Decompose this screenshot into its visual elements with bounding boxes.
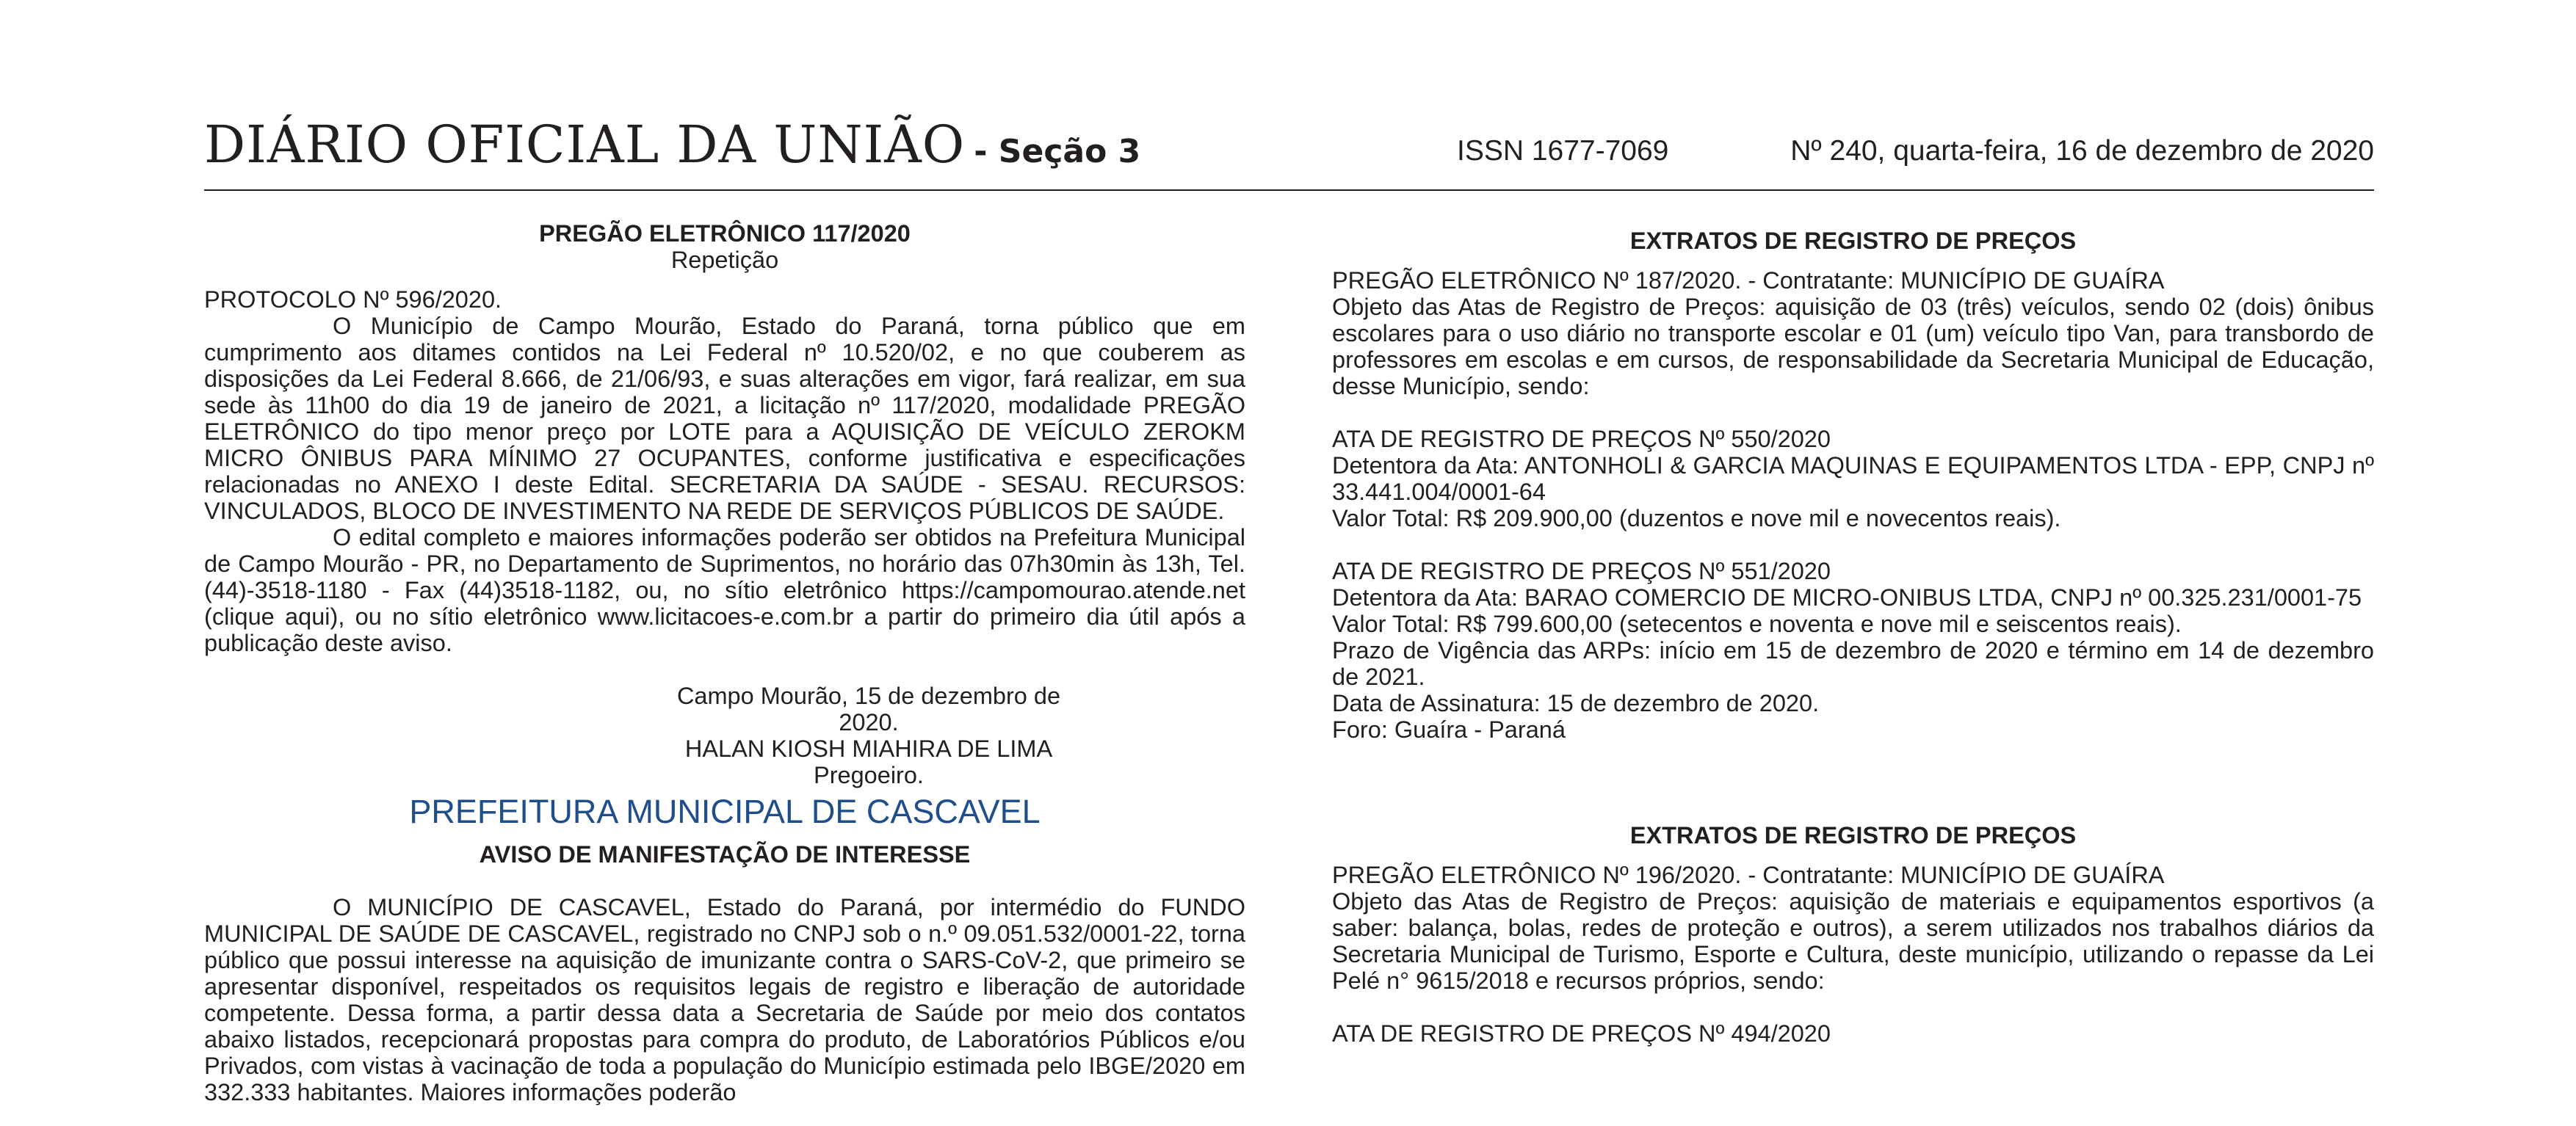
signature-place-date: Campo Mourão, 15 de dezembro de 2020. <box>676 683 1061 735</box>
data-assinatura: Data de Assinatura: 15 de dezembro de 2020. <box>1332 690 1820 716</box>
pregao-paragraph-2: O edital completo e maiores informações poderão ser obtidos na Prefeitura Municipal de Campo Mourão - PR, no Departamento de Suprimentos, no horário das 07h30min às 13h, Tel. (44)-3518-1180 - Fax (44)3518-1182, ou, no sítio eletrônico https://campomourao.atende.net (clique aqui), ou no sítio eletrônico www.licitacoes-e.com.br a partir do primeiro dia útil após a publicação deste aviso. <box>204 524 1245 656</box>
ata-550-title: ATA DE REGISTRO DE PREÇOS Nº 550/2020 <box>1332 426 1831 452</box>
prefeitura-heading: PREFEITURA MUNICIPAL DE CASCAVEL <box>409 793 1041 830</box>
ata-551-title: ATA DE REGISTRO DE PREÇOS Nº 551/2020 <box>1332 558 1831 584</box>
edition-info: Nº 240, quarta-feira, 16 de dezembro de 2020 <box>1790 135 2374 167</box>
extrato-title-2: EXTRATOS DE REGISTRO DE PREÇOS <box>1629 822 2077 849</box>
ata-494-title: ATA DE REGISTRO DE PREÇOS Nº 494/2020 <box>1332 1020 1831 1047</box>
issn: ISSN 1677-7069 <box>1457 135 1669 167</box>
foro: Foro: Guaíra - Paraná <box>1332 716 1566 743</box>
publication-section: - Seção 3 <box>974 133 1141 170</box>
extrato-title-1: EXTRATOS DE REGISTRO DE PREÇOS <box>1629 228 2077 254</box>
ata-550-detentora: Detentora da Ata: ANTONHOLI & GARCIA MAQUINAS E EQUIPAMENTOS LTDA - EPP, CNPJ nº 33.441.004/0001-64 <box>1332 452 2374 505</box>
ata-551-detentora: Detentora da Ata: BARAO COMERCIO DE MICRO-ONIBUS LTDA, CNPJ nº 00.325.231/0001-75 <box>1332 584 2362 611</box>
signature-role: Pregoeiro. <box>814 762 924 788</box>
pregao-paragraph-1: O Município de Campo Mourão, Estado do Paraná, torna público que em cumprimento aos ditames contidos na Lei Federal nº 10.520/02, e no que couberem as disposições da Lei Federal 8.666, de 21/06/93, e suas alterações em vigor, fará realizar, em sua sede às 11h00 do dia 19 de janeiro de 2021, a licitação nº 117/2020, modalidade PREGÃO ELETRÔNICO do tipo menor preço por LOTE para a AQUISIÇÃO DE VEÍCULO ZEROKM MICRO ÔNIBUS PARA MÍNIMO 27 OCUPANTES, conforme justificativa e especificações relacionadas no ANEXO I deste Edital. SECRETARIA DA SAÚDE - SESAU. RECURSOS: VINCULADOS, BLOCO DE INVESTIMENTO NA REDE DE SERVIÇOS PÚBLICOS DE SAÚDE. <box>204 313 1245 524</box>
page-header <box>204 110 2374 191</box>
aviso-title: AVISO DE MANIFESTAÇÃO DE INTERESSE <box>479 841 971 868</box>
signature-name: HALAN KIOSH MIAHIRA DE LIMA <box>684 735 1053 762</box>
masthead <box>204 115 1140 175</box>
protocolo: PROTOCOLO Nº 596/2020. <box>204 286 502 313</box>
pregao-subtitle: Repetição <box>670 247 779 273</box>
right-column <box>1332 228 2374 1047</box>
extrato-objeto-2: Objeto das Atas de Registro de Preços: aquisição de materiais e equipamentos esportivos (a saber: balança, bolas, redes de proteção e outros), a serem utilizados nos trabalhos diários da Secretaria Municipal de Turismo, Esporte e Cultura, deste município, utilizando o repasse da Lei Pelé n° 9615/2018 e recursos próprios, sendo: <box>1332 888 2374 994</box>
aviso-paragraph: O MUNICÍPIO DE CASCAVEL, Estado do Paraná, por intermédio do FUNDO MUNICIPAL DE SAÚDE DE CASCAVEL, registrado no CNPJ sob o n.º 09.051.532/0001-22, torna público que possui interesse na aquisição de imunizante contra o SARS-CoV-2, que primeiro se apresentar disponível, respeitados os requisitos legais de registro e liberação de autoridade competente. Dessa forma, a partir dessa data a Secretaria de Saúde por meio dos contatos abaixo listados, recepcionará propostas para compra do produto, de Laboratórios Públicos e/ou Privados, com vistas à vacinação de toda a população do Município estimada pelo IBGE/2020 em 332.333 habitantes. Maiores informações poderão <box>204 894 1245 1105</box>
prazo-vigencia: Prazo de Vigência das ARPs: início em 15 de dezembro de 2020 e término em 14 de dezembro de 2021. <box>1332 637 2374 690</box>
ata-550-valor: Valor Total: R$ 209.900,00 (duzentos e nove mil e novecentos reais). <box>1332 505 2061 531</box>
pregao-title: PREGÃO ELETRÔNICO 117/2020 <box>539 220 911 247</box>
extrato-objeto-1: Objeto das Atas de Registro de Preços: aquisição de 03 (três) veículos, sendo 02 (dois) ônibus escolares para o uso diário no transporte escolar e 01 (um) veículo tipo Van, para transbordo de professores em escolas e em cursos, de responsabilidade da Secretaria Municipal de Educação, desse Município, sendo: <box>1332 294 2374 399</box>
publication-title: DIÁRIO OFICIAL DA UNIÃO <box>204 115 966 175</box>
extrato-pregao-1: PREGÃO ELETRÔNICO Nº 187/2020. - Contratante: MUNICÍPIO DE GUAÍRA <box>1332 267 2165 294</box>
extrato-pregao-2: PREGÃO ELETRÔNICO Nº 196/2020. - Contratante: MUNICÍPIO DE GUAÍRA <box>1332 862 2165 888</box>
ata-551-valor: Valor Total: R$ 799.600,00 (setecentos e noventa e nove mil e seiscentos reais). <box>1332 611 2182 637</box>
left-column <box>204 220 1245 1105</box>
